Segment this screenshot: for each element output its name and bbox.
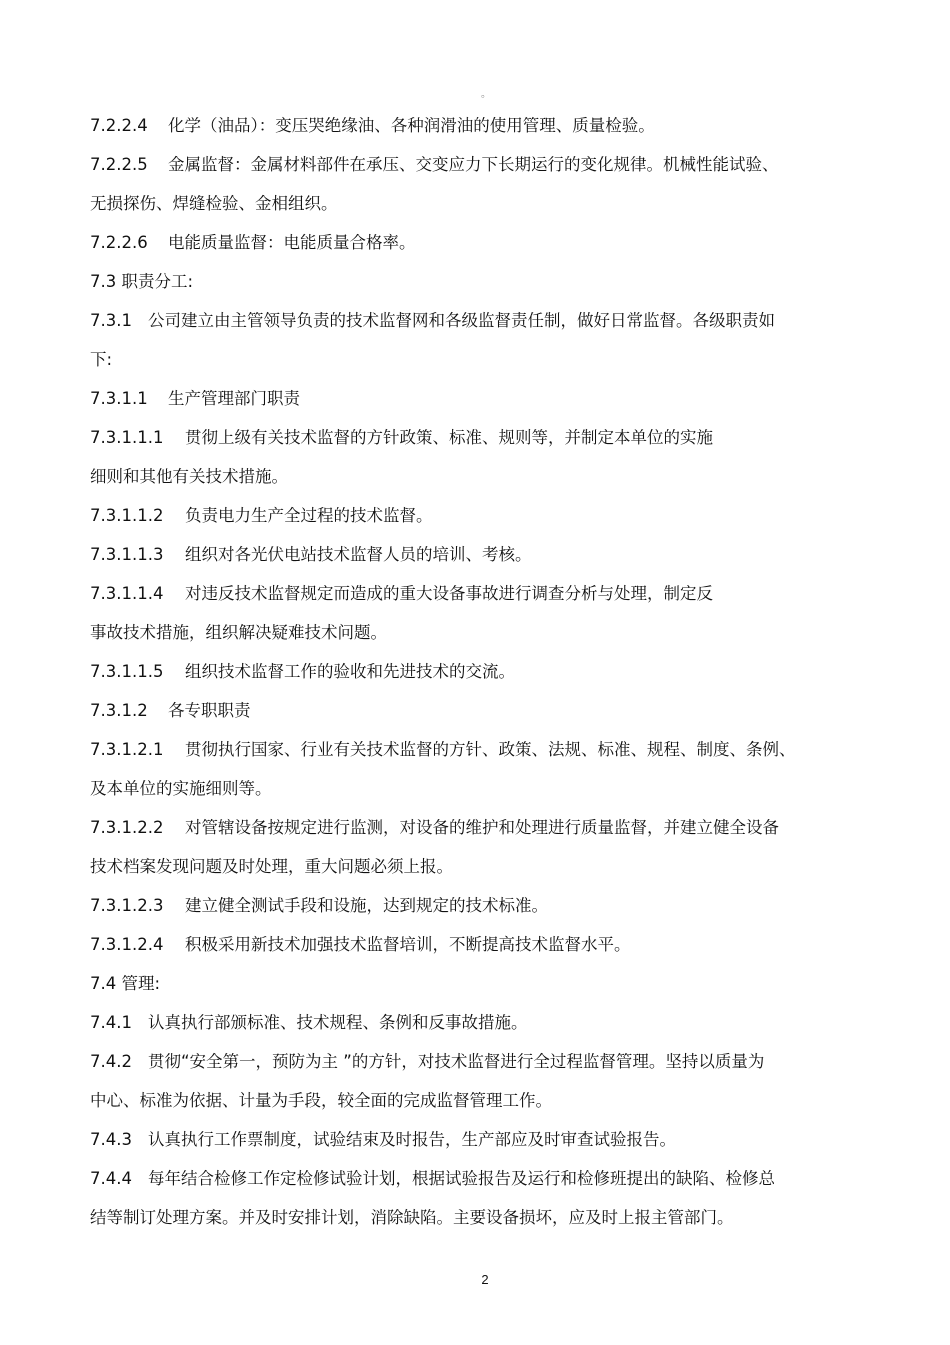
paragraph-line: [90, 1008, 855, 1047]
clause-text: 结等制订处理方案。并及时安排计划，消除缺陷。主要设备损坏，应及时上报主管部门。: [90, 1208, 734, 1227]
clause-text: 7.4 管理:: [90, 974, 161, 993]
section-heading: [90, 969, 855, 1008]
paragraph-line: [90, 735, 855, 774]
clause-number: 7.3.1.1: [90, 389, 148, 408]
clause-number: 7.4.2: [90, 1052, 132, 1071]
clause-text: 建立健全测试手段和设施，达到规定的技术标准。: [185, 896, 548, 915]
clause-text: 化学（油品）：变压哭绝缘油、各种润滑油的使用管理、质量检验。: [168, 116, 655, 135]
clause-number: 7.4.4: [90, 1169, 132, 1188]
clause-text: 对管辖设备按规定进行监测，对设备的维护和处理进行质量监督，并建立健全设备: [185, 818, 779, 837]
clause-text: 组织对各光伏电站技术监督人员的培训、考核。: [185, 545, 532, 564]
clause-text: 对违反技术监督规定而造成的重大设备事故进行调查分析与处理，制定反: [185, 584, 713, 603]
clause-text: 无损探伤、焊缝检验、金相组织。: [90, 194, 338, 213]
clause-text: 公司建立由主管领导负责的技术监督网和各级监督责任制，做好日常监督。各级职责如: [148, 311, 775, 330]
clause-number: 7.3.1.2: [90, 701, 148, 720]
paragraph-line: [90, 345, 855, 384]
paragraph-line: [90, 891, 855, 930]
clause-number: 7.4.3: [90, 1130, 132, 1149]
clause-number: 7.3.1: [90, 311, 132, 330]
paragraph-line: [90, 189, 855, 228]
paragraph-line: [90, 657, 855, 696]
top-mark: 。: [481, 89, 491, 100]
document-body: [90, 111, 855, 1242]
paragraph-line: [90, 1086, 855, 1125]
paragraph-line: [90, 696, 855, 735]
clause-number: 7.2.2.4: [90, 116, 148, 135]
clause-number: 7.4.1: [90, 1013, 132, 1032]
paragraph-line: [90, 1125, 855, 1164]
paragraph-line: [90, 423, 855, 462]
clause-text: 负责电力生产全过程的技术监督。: [185, 506, 433, 525]
paragraph-line: [90, 384, 855, 423]
clause-text: 积极采用新技术加强技术监督培训，不断提高技术监督水平。: [185, 935, 631, 954]
section-heading: [90, 267, 855, 306]
paragraph-line: [90, 501, 855, 540]
clause-text: 中心、标准为依据、计量为手段，较全面的完成监督管理工作。: [90, 1091, 552, 1110]
paragraph-line: [90, 1203, 855, 1242]
paragraph-line: [90, 1047, 855, 1086]
clause-number: 7.2.2.6: [90, 233, 148, 252]
clause-text: 贯彻“安全第一，预防为主 ”的方针，对技术监督进行全过程监督管理。坚持以质量为: [148, 1052, 765, 1071]
paragraph-line: [90, 930, 855, 969]
paragraph-line: [90, 774, 855, 813]
clause-text: 贯彻执行国家、行业有关技术监督的方针、政策、法规、标准、规程、制度、条例、: [185, 740, 796, 759]
clause-text: 每年结合检修工作定检修试验计划，根据试验报告及运行和检修班提出的缺陷、检修总: [148, 1169, 775, 1188]
clause-text: 生产管理部门职责: [168, 389, 300, 408]
page-number: 2: [481, 1272, 489, 1287]
clause-number: 7.3.1.2.1: [90, 740, 164, 759]
clause-number: 7.3.1.2.3: [90, 896, 164, 915]
clause-number: 7.3.1.1.2: [90, 506, 164, 525]
clause-text: 下:: [90, 350, 113, 369]
paragraph-line: [90, 462, 855, 501]
clause-number: 7.3.1.2.2: [90, 818, 164, 837]
paragraph-line: [90, 540, 855, 579]
paragraph-line: [90, 306, 855, 345]
clause-text: 及本单位的实施细则等。: [90, 779, 272, 798]
clause-text: 认真执行部颁标准、技术规程、条例和反事故措施。: [148, 1013, 528, 1032]
paragraph-line: [90, 852, 855, 891]
clause-text: 细则和其他有关技术措施。: [90, 467, 288, 486]
paragraph-line: [90, 579, 855, 618]
clause-number: 7.3.1.1.4: [90, 584, 164, 603]
clause-number: 7.3.1.1.5: [90, 662, 164, 681]
paragraph-line: [90, 111, 855, 150]
clause-number: 7.2.2.5: [90, 155, 148, 174]
clause-text: 金属监督：金属材料部件在承压、交变应力下长期运行的变化规律。机械性能试验、: [168, 155, 779, 174]
paragraph-line: [90, 228, 855, 267]
clause-text: 电能质量监督：电能质量合格率。: [168, 233, 416, 252]
clause-text: 7.3 职责分工:: [90, 272, 194, 291]
paragraph-line: [90, 1164, 855, 1203]
paragraph-line: [90, 813, 855, 852]
clause-number: 7.3.1.1.3: [90, 545, 164, 564]
clause-text: 贯彻上级有关技术监督的方针政策、标准、规则等，并制定本单位的实施: [185, 428, 713, 447]
clause-text: 事故技术措施，组织解决疑难技术问题。: [90, 623, 387, 642]
clause-text: 技术档案发现问题及时处理，重大问题必须上报。: [90, 857, 453, 876]
clause-text: 各专职职责: [168, 701, 251, 720]
clause-text: 组织技术监督工作的验收和先进技术的交流。: [185, 662, 515, 681]
paragraph-line: [90, 150, 855, 189]
clause-number: 7.3.1.1.1: [90, 428, 164, 447]
clause-text: 认真执行工作票制度，试验结束及时报告，生产部应及时审查试验报告。: [148, 1130, 676, 1149]
paragraph-line: [90, 618, 855, 657]
clause-number: 7.3.1.2.4: [90, 935, 164, 954]
